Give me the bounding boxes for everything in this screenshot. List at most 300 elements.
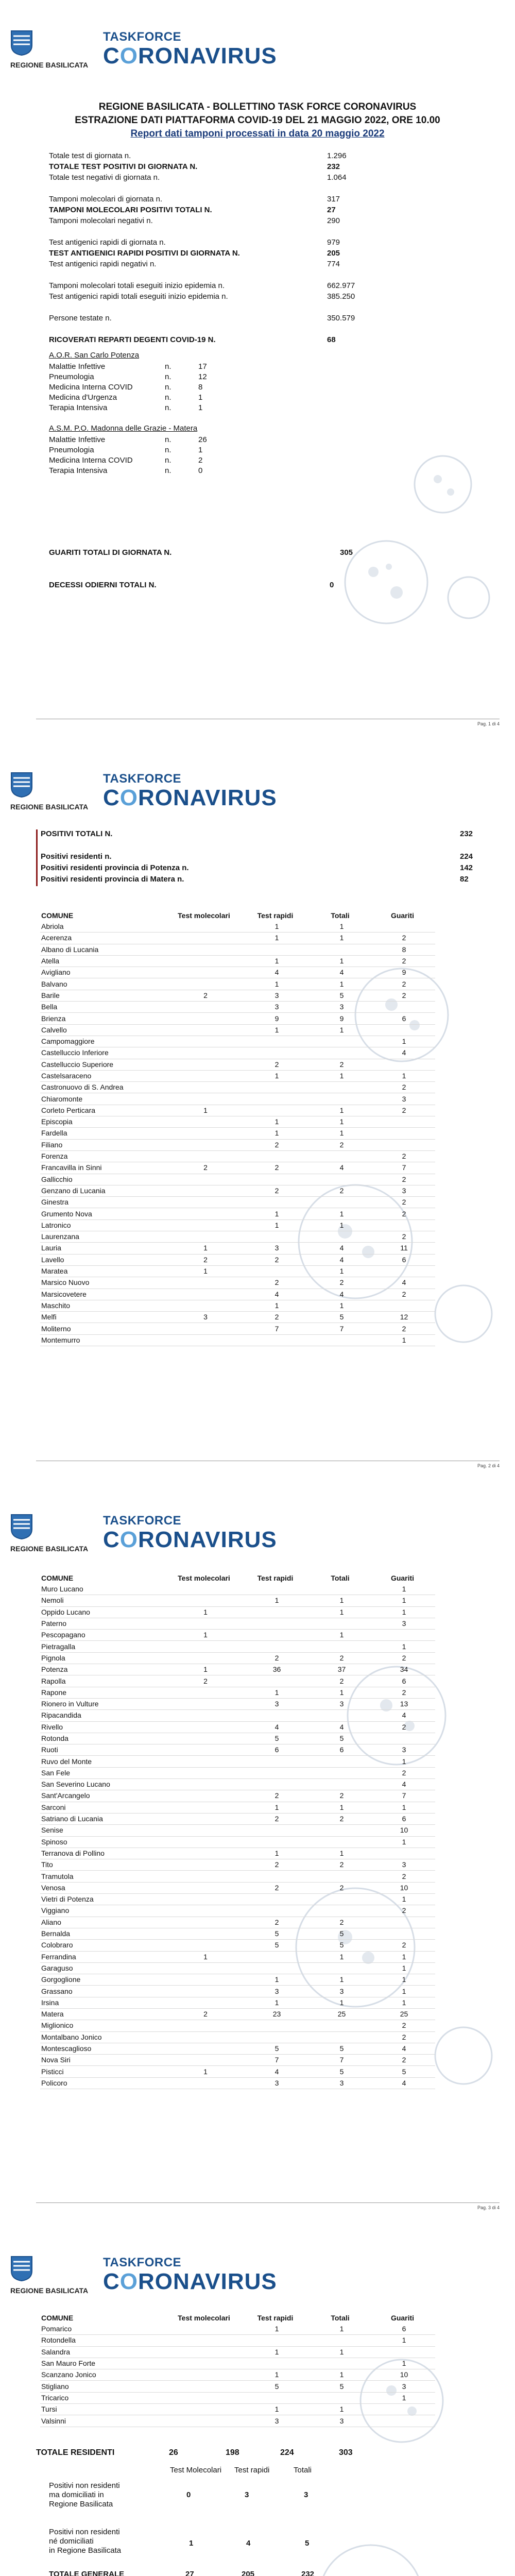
comune-cell: Abriola (41, 922, 64, 931)
comune-cell: Pescopagano (41, 1631, 85, 1639)
guariti-cell: 4 (402, 1711, 406, 1720)
totali-cell: 1 (339, 934, 344, 942)
table-row (40, 1277, 435, 1289)
totali-cell: 1 (339, 1596, 344, 1605)
comune-cell: Stigliano (41, 2382, 69, 2391)
guariti-cell: 8 (402, 945, 406, 954)
guariti-cell (373, 921, 435, 933)
totali-cell: 2 (339, 1278, 344, 1287)
stat-label: TOTALE TEST POSITIVI DI GIORNATA N. (49, 162, 198, 171)
totali-cell: 1 (339, 1117, 344, 1126)
guariti-cell: 1 (402, 1642, 406, 1651)
table-row (40, 1323, 435, 1334)
comune-cell: Potenza (41, 1665, 68, 1674)
comune-cell: Spinoso (41, 1837, 67, 1846)
col-test-rapidi: Test rapidi (257, 1574, 294, 1582)
comune-cell: Genzano di Lucania (41, 1186, 106, 1195)
ward-row (49, 362, 207, 372)
comune-cell: Filiano (41, 1140, 63, 1149)
molecolari-cell (168, 1871, 243, 1882)
guariti-cell: 1 (402, 1585, 406, 1594)
comune-cell: Acerenza (41, 934, 72, 942)
molecolari-cell (168, 1744, 243, 1756)
comune-cell: Rionero in Vulture (41, 1700, 99, 1708)
comune-cell: Grumento Nova (41, 1209, 92, 1218)
table-row (40, 1093, 435, 1105)
region-crest-icon (10, 1514, 33, 1539)
totale-residenti-gua: 303 (339, 2448, 353, 2457)
table-row (40, 1105, 435, 1116)
comune-cell: Corleto Perticara (41, 1106, 96, 1114)
col-guariti: Guariti (390, 2314, 415, 2322)
molecolari-cell (168, 1848, 243, 1859)
molecolari-cell (168, 2043, 243, 2054)
totali-cell (311, 2335, 373, 2346)
comune-cell: Atella (41, 957, 60, 965)
rapidi-cell: 1 (274, 1129, 279, 1138)
totali-cell: 9 (339, 1014, 344, 1023)
stat-value: 1.064 (327, 173, 347, 182)
molecolari-cell (168, 1618, 243, 1629)
ward-row (49, 466, 203, 476)
page-header (10, 772, 277, 813)
stat-label: Test antigenici rapidi negativi n. (49, 260, 157, 268)
guariti-cell: 4 (402, 2078, 406, 2087)
guariti-cell: 3 (402, 1619, 406, 1628)
molecolari-cell (168, 1208, 243, 1219)
rapidi-cell: 7 (274, 2056, 279, 2064)
comune-cell: Pisticci (41, 2067, 64, 2076)
table-row (40, 1162, 435, 1174)
molecolari-cell (168, 1962, 243, 1974)
rapidi-cell: 1 (274, 922, 279, 931)
guariti-cell: 1 (402, 1803, 406, 1811)
totali-cell: 3 (339, 2078, 344, 2087)
table-row (40, 1128, 435, 1139)
totale-residenti-label: TOTALE RESIDENTI (36, 2448, 115, 2457)
ward-value: 26 (198, 435, 207, 444)
page-1 (0, 0, 515, 732)
comune-cell: Castelluccio Inferiore (41, 1048, 109, 1057)
guariti-cell: 3 (402, 1094, 406, 1103)
ward-n: n. (165, 456, 171, 465)
totali-cell: 1 (339, 1952, 344, 1961)
table-row (40, 1197, 435, 1208)
coronavirus-logo: CORONAVIRUS (103, 1527, 277, 1552)
region-crest-icon (10, 30, 33, 56)
region-crest-icon (10, 772, 33, 798)
totali-cell: 5 (339, 1941, 344, 1950)
guariti-cell: 2 (402, 979, 406, 988)
stat-label: TAMPONI MOLECOLARI POSITIVI TOTALI N. (49, 206, 212, 214)
guariti-cell: 4 (402, 2044, 406, 2053)
coronavirus-logo: CORONAVIRUS (103, 785, 277, 810)
col-test-molecolari: Test molecolari (178, 2314, 230, 2322)
totali-cell (311, 1894, 373, 1905)
molecolari-cell (168, 1116, 243, 1128)
stat-value: 317 (327, 195, 340, 204)
rapidi-cell: 2 (274, 1883, 279, 1892)
table-row (40, 1024, 435, 1036)
table-row (40, 1652, 435, 1664)
guariti-cell: 2 (402, 1768, 406, 1777)
comune-cell: Lauria (41, 1244, 61, 1252)
guariti-cell: 12 (400, 1313, 408, 1321)
guariti-cell: 2 (402, 1106, 406, 1114)
comune-cell: Pomarico (41, 2325, 72, 2333)
non-res-1-mol: 0 (186, 2490, 191, 2499)
rapidi-cell: 1 (274, 1998, 279, 2007)
totali-cell: 5 (339, 1929, 344, 1938)
rapidi-cell: 2 (274, 1815, 279, 1823)
molecolari-cell: 1 (203, 1607, 208, 1616)
totali-cell (311, 1150, 373, 1162)
molecolari-cell (168, 2077, 243, 2089)
comune-cell: Laurenzana (41, 1232, 79, 1241)
totali-cell (311, 1174, 373, 1185)
table-row (40, 1070, 435, 1081)
rapidi-cell (243, 1962, 311, 1974)
guariti-cell: 2 (402, 1653, 406, 1662)
comune-cell: Terranova di Pollino (41, 1849, 105, 1857)
comune-cell: Forenza (41, 1152, 68, 1161)
totali-cell: 2 (339, 1186, 344, 1195)
table-row (40, 955, 435, 967)
ward-value: 17 (198, 362, 207, 371)
comune-cell: Ginestra (41, 1198, 68, 1207)
stat-label: RICOVERATI REPARTI DEGENTI COVID-19 N. (49, 335, 216, 344)
totali-cell: 1 (339, 1688, 344, 1697)
totali-cell: 7 (339, 1324, 344, 1333)
non-res-domiciliati-label: Positivi non residenti ma domiciliati in Regione Basilicata (49, 2481, 120, 2509)
guariti-cell (373, 1630, 435, 1641)
comune-cell: Gorgoglione (41, 1975, 81, 1984)
comune-cell: Muro Lucano (41, 1585, 83, 1594)
page-number: Pag. 1 di 4 (477, 721, 500, 726)
bulletin-title (0, 100, 515, 141)
table-row (40, 1687, 435, 1698)
molecolari-cell (168, 1917, 243, 1928)
molecolari-cell: 1 (203, 1106, 208, 1114)
totali-cell (311, 1584, 373, 1595)
guariti-cell: 2 (402, 1198, 406, 1207)
guariti-cell: 9 (402, 968, 406, 977)
guariti-cell: 1 (402, 1837, 406, 1846)
molecolari-cell (168, 1859, 243, 1871)
guariti-cell: 2 (402, 991, 406, 999)
guariti-cell: 6 (402, 1014, 406, 1023)
table-row (40, 1802, 435, 1813)
comune-cell: Calvello (41, 1025, 67, 1034)
table-row (40, 1219, 435, 1231)
molecolari-cell (168, 1687, 243, 1698)
guariti-cell (373, 2404, 435, 2415)
table-row (40, 1710, 435, 1721)
comune-cell: Ferrandina (41, 1952, 76, 1961)
stat-value: 68 (327, 335, 336, 344)
molecolari-cell (168, 1093, 243, 1105)
col-totali: Totali (331, 2314, 350, 2322)
taskforce-word: TASKFORCE (103, 2256, 182, 2269)
molecolari-cell (168, 1300, 243, 1311)
rapidi-cell (243, 1951, 311, 1962)
rapidi-cell: 4 (274, 1290, 279, 1298)
totali-cell (311, 1767, 373, 1778)
totali-cell (311, 1334, 373, 1346)
rapidi-cell: 5 (274, 2044, 279, 2053)
guariti-cell (373, 2415, 435, 2427)
comune-cell: Barile (41, 991, 60, 999)
totali-cell (311, 1197, 373, 1208)
guariti-cell: 1 (402, 1952, 406, 1961)
totali-cell: 5 (339, 991, 344, 999)
table-row (40, 1986, 435, 1997)
rapidi-cell: 3 (274, 2078, 279, 2087)
molecolari-cell (168, 2358, 243, 2369)
table-row (40, 1974, 435, 1986)
non-res-2-tot: 5 (305, 2539, 310, 2548)
totali-cell: 1 (339, 2405, 344, 2414)
rapidi-cell (243, 1093, 311, 1105)
molecolari-cell (168, 944, 243, 955)
comune-cell: Rotondella (41, 2336, 76, 2345)
comune-cell: Grassano (41, 1987, 73, 1995)
col-test-molecolari: Test molecolari (178, 911, 230, 920)
rapidi-cell: 6 (274, 1745, 279, 1754)
table-row (40, 1675, 435, 1687)
comune-cell: Sarconi (41, 1803, 66, 1811)
molecolari-cell: 2 (203, 1255, 208, 1264)
comune-cell: Bernalda (41, 1929, 71, 1938)
guariti-cell: 1 (402, 1963, 406, 1972)
rapidi-cell (243, 1606, 311, 1618)
rapidi-cell (243, 2358, 311, 2369)
molecolari-cell (168, 2031, 243, 2043)
rapidi-cell: 1 (274, 2347, 279, 2356)
comune-cell: Nova Siri (41, 2056, 71, 2064)
totali-cell: 4 (339, 1163, 344, 1172)
rapidi-cell: 5 (274, 1929, 279, 1938)
guariti-cell: 1 (402, 1895, 406, 1904)
guariti-cell: 4 (402, 1278, 406, 1287)
rapidi-cell (243, 1767, 311, 1778)
comune-cell: Vietri di Potenza (41, 1895, 94, 1904)
molecolari-cell: 1 (203, 1267, 208, 1276)
table-row (40, 2020, 435, 2031)
col-test-molecolari: Test Molecolari (170, 2466, 222, 2475)
region-crest-icon (10, 2256, 33, 2281)
rapidi-cell (243, 2335, 311, 2346)
col-comune: COMUNE (41, 1574, 74, 1582)
non-res-1-rap: 3 (245, 2490, 249, 2499)
summary-value: 224 (460, 852, 473, 861)
comune-cell: Colobraro (41, 1941, 73, 1950)
ward-row (49, 445, 203, 455)
table-row (40, 1951, 435, 1962)
table-row (40, 1208, 435, 1219)
rapidi-cell: 2 (274, 1653, 279, 1662)
guariti-cell: 1 (402, 1998, 406, 2007)
taskforce-word: TASKFORCE (103, 1514, 182, 1528)
molecolari-cell (168, 1013, 243, 1024)
rapidi-cell: 4 (274, 1722, 279, 1731)
comune-cell: Balvano (41, 979, 67, 988)
totali-cell (311, 1871, 373, 1882)
rapidi-cell (243, 1836, 311, 1848)
molecolari-cell (168, 955, 243, 967)
rapidi-cell (243, 1825, 311, 1836)
region-name: REGIONE BASILICATA (10, 61, 89, 69)
comune-cell: Garaguso (41, 1963, 73, 1972)
ward-label: Malattie Infettive (49, 362, 106, 371)
rapidi-cell: 9 (274, 1014, 279, 1023)
totali-cell: 2 (339, 1815, 344, 1823)
comune-cell: Montemurro (41, 1335, 80, 1344)
totali-cell (311, 2392, 373, 2403)
non-res-1-tot: 3 (304, 2490, 308, 2499)
guariti-cell: 5 (402, 2067, 406, 2076)
totali-cell: 1 (339, 1129, 344, 1138)
comune-cell: San Mauro Forte (41, 2359, 96, 2368)
molecolari-cell (168, 1197, 243, 1208)
totali-cell (311, 1905, 373, 1917)
ward-n: n. (165, 362, 171, 371)
table-row (40, 2369, 435, 2381)
guariti-cell: 2 (402, 1324, 406, 1333)
molecolari-cell (168, 1231, 243, 1243)
guariti-cell: 7 (402, 1791, 406, 1800)
guariti-cell: 1 (402, 1037, 406, 1046)
molecolari-cell (168, 1150, 243, 1162)
guariti-cell: 11 (400, 1244, 408, 1252)
rapidi-cell: 2 (274, 1918, 279, 1926)
ward-value: 1 (198, 393, 203, 402)
comune-cell: Melfi (41, 1313, 57, 1321)
table-header-row (40, 910, 435, 921)
totale-residenti-mol: 26 (169, 2448, 178, 2457)
molecolari-cell (168, 2055, 243, 2066)
guariti-cell: 2 (402, 1083, 406, 1092)
title-line-2: ESTRAZIONE DATI PIATTAFORMA COVID-19 DEL 21 MAGGIO 2022, ORE 10.00 (75, 115, 440, 126)
ward-label: Pneumologia (49, 372, 94, 381)
ward-n: n. (165, 466, 171, 475)
guariti-cell: 25 (400, 2010, 408, 2019)
table-row (40, 1289, 435, 1300)
guariti-cell: 6 (402, 1255, 406, 1264)
table-row (40, 1698, 435, 1709)
ward-row (49, 455, 203, 466)
totali-cell (311, 1836, 373, 1848)
ward-value: 0 (198, 466, 203, 475)
table-row (40, 1150, 435, 1162)
comune-cell: Albano di Lucania (41, 945, 99, 954)
totali-cell: 1 (339, 1631, 344, 1639)
comune-cell: Lavello (41, 1255, 64, 1264)
comune-cell: Maratea (41, 1267, 68, 1276)
comune-cell: Ripacandida (41, 1711, 81, 1720)
coronavirus-logo: CORONAVIRUS (103, 43, 277, 69)
molecolari-cell (168, 2369, 243, 2381)
ward-row (49, 403, 203, 413)
rapidi-cell: 4 (274, 968, 279, 977)
guariti-cell (373, 1024, 435, 1036)
molecolari-cell (168, 1059, 243, 1070)
page-header (10, 30, 277, 71)
comune-cell: Venosa (41, 1883, 65, 1892)
molecolari-cell (168, 1905, 243, 1917)
col-totali: Totali (294, 2466, 312, 2475)
rapidi-cell: 2 (274, 1186, 279, 1195)
totali-cell: 2 (339, 1918, 344, 1926)
table-row (40, 1036, 435, 1047)
rapidi-cell (243, 1150, 311, 1162)
comune-cell: Pignola (41, 1653, 65, 1662)
totali-cell: 1 (339, 2325, 344, 2333)
table-row (40, 1013, 435, 1024)
table-row (40, 1595, 435, 1606)
guariti-cell (373, 1219, 435, 1231)
totali-cell (311, 1047, 373, 1059)
table-row (40, 1962, 435, 1974)
ward-label: Pneumologia (49, 446, 94, 454)
totali-cell: 1 (339, 1849, 344, 1857)
rapidi-cell: 1 (274, 1301, 279, 1310)
rapidi-cell (243, 1174, 311, 1185)
rapidi-cell (243, 1618, 311, 1629)
comune-cell: Irsina (41, 1998, 59, 2007)
rapidi-cell (243, 1047, 311, 1059)
decessi-value: 0 (330, 581, 334, 589)
rapidi-cell: 7 (274, 1324, 279, 1333)
molecolari-cell (168, 2346, 243, 2358)
guariti-cell: 4 (402, 1048, 406, 1057)
totali-cell: 1 (339, 1803, 344, 1811)
table-row (40, 1300, 435, 1311)
stat-value: 774 (327, 260, 340, 268)
comune-cell: Montescaglioso (41, 2044, 92, 2053)
guariti-cell: 2 (402, 1941, 406, 1950)
table-row (40, 1334, 435, 1346)
rapidi-cell (243, 1779, 311, 1790)
ward-label: Terapia Intensiva (49, 466, 108, 475)
comune-cell: San Fele (41, 1768, 71, 1777)
table-row (40, 2381, 435, 2392)
totale-generale-rap: 205 (242, 2570, 255, 2576)
municipality-table (40, 910, 435, 1346)
totali-cell: 2 (339, 1060, 344, 1069)
totali-cell (311, 1231, 373, 1243)
molecolari-cell (168, 2381, 243, 2392)
guariti-cell: 2 (402, 1152, 406, 1161)
comune-cell: Tursi (41, 2405, 57, 2414)
stat-value: 662.977 (327, 281, 355, 290)
rapidi-cell (243, 1334, 311, 1346)
rapidi-cell: 3 (274, 1244, 279, 1252)
molecolari-cell (168, 1289, 243, 1300)
comune-cell: Ruvo del Monte (41, 1757, 92, 1766)
table-row (40, 1047, 435, 1059)
comune-cell: Valsinni (41, 2416, 66, 2425)
rapidi-cell (243, 2020, 311, 2031)
comune-cell: Matera (41, 2010, 64, 2019)
comune-cell: Scanzano Jonico (41, 2370, 96, 2379)
comune-cell: Marsicovetere (41, 1290, 87, 1298)
comune-cell: Campomaggiore (41, 1037, 95, 1046)
guariti-cell (373, 1928, 435, 1939)
rapidi-cell (243, 1894, 311, 1905)
ward-value: 1 (198, 403, 203, 412)
table-row (40, 1767, 435, 1778)
